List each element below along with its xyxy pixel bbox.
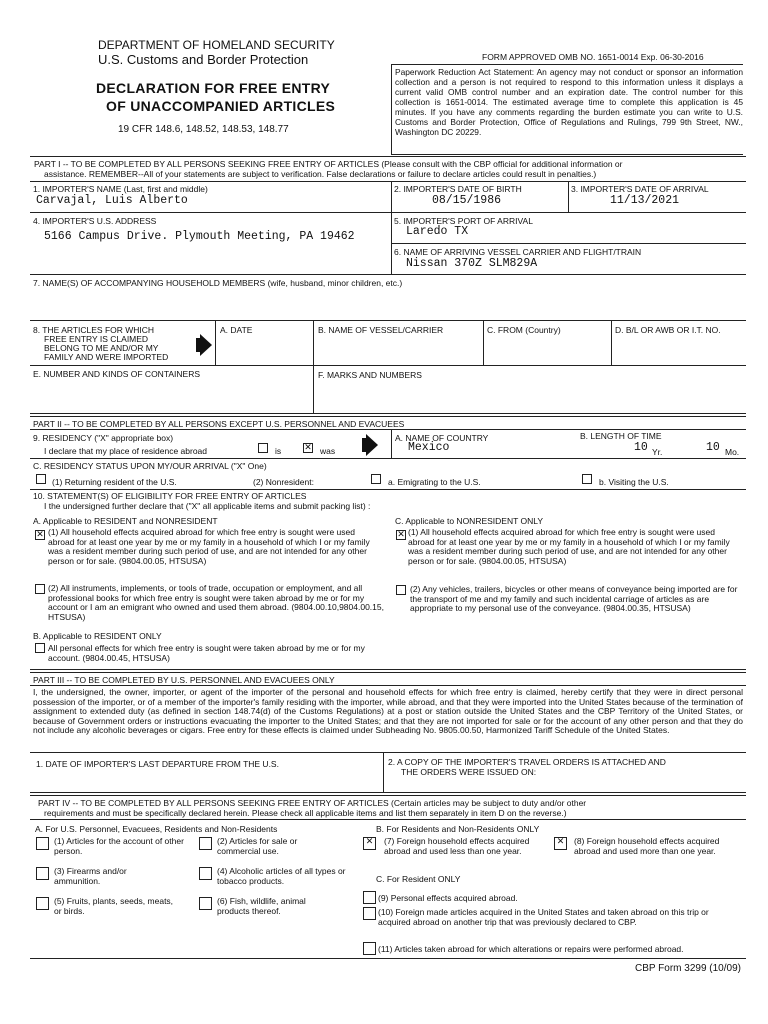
residency-declaration: I declare that my place of residence abroad [44,446,208,456]
item9-checkbox[interactable] [363,891,376,904]
form-title-line1: DECLARATION FOR FREE ENTRY [96,80,331,96]
part1-heading: PART I -- TO BE COMPLETED BY ALL PERSONS SEEKING FREE ENTRY OF ARTICLES (Please consult with the CBP official for additional information or [34,159,623,169]
c2-text: (2) Any vehicles, trailers, bicycles or other means of conveyance being imported are for the transport of me and my family and such incidental carriage of articles as are appropriate to my personal use of the conveyance. (9804.00.35, HTSUSA) [410,584,738,614]
residency-is-label: is [275,446,282,456]
paperwork-statement: Paperwork Reduction Act Statement: An agency may not conduct or sponsor an information collection and a person is not required to respond to this information unless it displays a current valid OMB control number and an expiration date. The control number for this collection is 1651-0014. The estimated average time to complete this application is 45 minutes. If you have any comments regarding the burden estimate you can write to U.S. Customs and Border Protection, Office of Regulations and Rulings, 799 9th Street, NW., Washington DC 20229. [395,67,743,137]
years-unit: Yr. [652,447,663,457]
item3-checkbox[interactable] [36,867,49,880]
c1-checkbox[interactable] [396,530,406,540]
months-unit: Mo. [725,447,740,457]
arrival-date-field[interactable]: 11/13/2021 [610,194,680,207]
item7-text: (7) Foreign household effects acquired abroad and used less than one year. [384,836,530,856]
a1-text: (1) All household effects acquired abroad for which free entry is sought were used abroad for at least one year by me or my family in a household of which I or my family was a resident member during such period of use, and are not intended for any other person or for sale. (9804.00.05, HTSUSA) [48,527,370,566]
part4-heading-line2: requirements and must be specifically declared herein. Please check all applicable items and list them separately in item D on the reverse.) [44,808,567,818]
col-f-label: F. MARKS AND NUMBERS [318,370,422,380]
item2-checkbox[interactable] [199,837,212,850]
item5-text: (5) Fruits, plants, seeds, meats, or birds. [54,896,174,916]
vessel-carrier-label: 6. NAME OF ARRIVING VESSEL CARRIER AND FLIGHT/TRAIN [394,247,642,257]
nonresident-label: (2) Nonresident: [253,477,314,487]
residency-was-label: was [320,446,336,456]
part3-certification: I, the undersigned, the owner, importer, or agent of the importer of the personal and household effects for which free entry is claimed, hereby certify that they were in direct personal possession of the importer, or of a member of the importer's family residing with the importer, while abroad, and that they were imported into the United States because of the termination of assignment to extended duty (as defined in section 148.74(d) of the Customs Regulations) at a post or station outside the United States and the CBP Territory of the United States, or because of Government orders or instructions evacuating the importer to the United States; and that they are not imported for sale or for the account of any other person and that they do not include any alcoholic beverages or cigars. Free entry for these effects is claimed under Subheading No. 9805.00.50, Harmonized Tariff Schedule of the United States. [33,687,743,736]
item2-text: (2) Articles for sale or commercial use. [217,836,298,856]
section-c-heading: C. Applicable to NONRESIDENT ONLY [395,516,544,526]
birth-date-field[interactable]: 08/15/1986 [432,194,502,207]
arrow-right-icon-2 [366,434,378,456]
cfr-reference: 19 CFR 148.6, 148.52, 148.53, 148.77 [118,124,289,135]
importer-name-field[interactable]: Carvajal, Luis Alberto [36,194,188,207]
item4-checkbox[interactable] [199,867,212,880]
travel-orders-label-2: THE ORDERS WERE ISSUED ON: [401,767,537,777]
visiting-checkbox[interactable] [582,474,592,484]
arrival-date-label: 3. IMPORTER'S DATE OF ARRIVAL [571,184,709,194]
residency-is-checkbox[interactable] [258,443,268,453]
item1-checkbox[interactable] [36,837,49,850]
country-label: A. NAME OF COUNTRY [395,433,489,443]
residency-status-label: C. RESIDENCY STATUS UPON MY/OUR ARRIVAL ("X" One) [33,461,267,471]
col-d-label: D. B/L OR AWB OR I.T. NO. [615,325,721,335]
department-name: DEPARTMENT OF HOMELAND SECURITY [98,38,335,52]
item6-text: (6) Fish, wildlife, animal products thereof. [217,896,306,916]
part1-heading-line2: assistance. REMEMBER--All of your statements are subject to verification. False declarations or failure to declare articles could result in penalties.) [44,169,597,179]
part3-heading: PART III -- TO BE COMPLETED BY U.S. PERSONNEL AND EVACUEES ONLY [33,675,335,685]
section-b-heading: B. Applicable to RESIDENT ONLY [33,631,162,641]
a1-checkbox[interactable] [35,530,45,540]
agency-name: U.S. Customs and Border Protection [98,52,309,67]
visiting-label: b. Visiting the U.S. [599,477,669,487]
item6-checkbox[interactable] [199,897,212,910]
returning-resident-label: (1) Returning resident of the U.S. [52,477,177,487]
eligibility-label: 10. STATEMENT(S) OF ELIGIBILITY FOR FREE ENTRY OF ARTICLES [33,491,307,501]
emigrating-label: a. Emigrating to the U.S. [388,477,481,487]
omb-number: FORM APPROVED OMB NO. 1651-0014 Exp. 06-30-2016 [482,52,704,62]
returning-resident-checkbox[interactable] [36,474,46,484]
us-address-label: 4. IMPORTER'S U.S. ADDRESS [33,216,157,226]
item8-label-2: FREE ENTRY IS CLAIMED [44,334,149,344]
length-of-time-label: B. LENGTH OF TIME [580,431,662,441]
travel-orders-label-1: 2. A COPY OF THE IMPORTER'S TRAVEL ORDERS IS ATTACHED AND [388,757,666,767]
household-members-label: 7. NAME(S) OF ACCOMPANYING HOUSEHOLD MEMBERS (wife, husband, minor children, etc.) [33,278,403,288]
a2-checkbox[interactable] [35,584,45,594]
c2-checkbox[interactable] [396,585,406,595]
country-field[interactable]: Mexico [408,441,450,454]
b1-checkbox[interactable] [35,643,45,653]
port-of-arrival-label: 5. IMPORTER'S PORT OF ARRIVAL [394,216,533,226]
part4-heading: PART IV -- TO BE COMPLETED BY ALL PERSONS SEEKING FREE ENTRY OF ARTICLES (Certain articles may be subject to duty and/or other [38,798,587,808]
item5-checkbox[interactable] [36,897,49,910]
part4-section-b: B. For Residents and Non-Residents ONLY [376,824,540,834]
part4-section-a: A. For U.S. Personnel, Evacuees, Residents and Non-Residents [35,824,278,834]
birth-date-label: 2. IMPORTER'S DATE OF BIRTH [394,184,522,194]
item11-text: (11) Articles taken abroad for which alterations or repairs were performed abroad. [378,944,684,954]
item10-text: (10) Foreign made articles acquired in the United States and taken abroad on this trip or acquired abroad on another trip that was previously declared to CBP. [378,907,709,927]
years-field[interactable]: 10 [634,441,648,454]
port-of-arrival-field[interactable]: Laredo TX [406,225,469,238]
item8-label-4: FAMILY AND WERE IMPORTED [44,352,169,362]
us-address-field[interactable]: 5166 Campus Drive. Plymouth Meeting, PA 19462 [44,230,355,243]
c1-text: (1) All household effects acquired abroad for which free entry is sought were used abroad for at least one year by me or my family in a household of which I or my family was a resident member during such period of use, and are not intended for any other person or for sale. (9804.00.05, HTSUSA) [408,527,730,566]
col-b-label: B. NAME OF VESSEL/CARRIER [318,325,444,335]
item3-text: (3) Firearms and/or ammunition. [54,866,127,886]
item10-checkbox[interactable] [363,907,376,920]
item8-text: (8) Foreign household effects acquired abroad and used more than one year. [574,836,720,856]
months-field[interactable]: 10 [706,441,720,454]
form-title-line2: OF UNACCOMPANIED ARTICLES [106,98,336,114]
emigrating-checkbox[interactable] [371,474,381,484]
last-departure-label: 1. DATE OF IMPORTER'S LAST DEPARTURE FROM THE U.S. [36,759,279,769]
col-e-label: E. NUMBER AND KINDS OF CONTAINERS [33,369,201,379]
item11-checkbox[interactable] [363,942,376,955]
part4-section-c: C. For Resident ONLY [376,874,461,884]
section-a-heading: A. Applicable to RESIDENT and NONRESIDENT [33,516,218,526]
item8-label-1: 8. THE ARTICLES FOR WHICH [33,325,155,335]
item8-label-3: BELONG TO ME AND/OR MY [44,343,159,353]
col-c-label: C. FROM (Country) [487,325,561,335]
residency-label: 9. RESIDENCY ("X" appropriate box) [33,433,174,443]
arrow-right-icon [200,334,212,356]
eligibility-sub: I the undersigned further declare that ("X" all applicable items and submit packing list) : [44,501,371,511]
item8-checkbox[interactable] [554,837,567,850]
a2-text: (2) All instruments, implements, or tools of trade, occupation or employment, and all professional books for which free entry is sought were taken abroad by me or for my account or I am an emigrant who owned and used them abroad. (9804.00.10,9804.00.15, HTSUSA) [48,583,384,622]
item1-text: (1) Articles for the account of other person. [54,836,184,856]
col-a-label: A. DATE [220,325,253,335]
form-number: CBP Form 3299 (10/09) [635,963,741,974]
vessel-carrier-field[interactable]: Nissan 370Z SLM829A [406,257,538,270]
item7-checkbox[interactable] [363,837,376,850]
part2-heading: PART II -- TO BE COMPLETED BY ALL PERSONS EXCEPT U.S. PERSONNEL AND EVACUEES [33,419,405,429]
item9-text: (9) Personal effects acquired abroad. [378,893,518,903]
b1-text: All personal effects for which free entry is sought were taken abroad by me or for my account. (9804.00.45, HTSUSA) [48,643,365,663]
importer-name-label: 1. IMPORTER'S NAME (Last, first and middle) [33,184,208,194]
residency-was-checkbox[interactable] [303,443,313,453]
item4-text: (4) Alcoholic articles of all types or tobacco products. [217,866,346,886]
